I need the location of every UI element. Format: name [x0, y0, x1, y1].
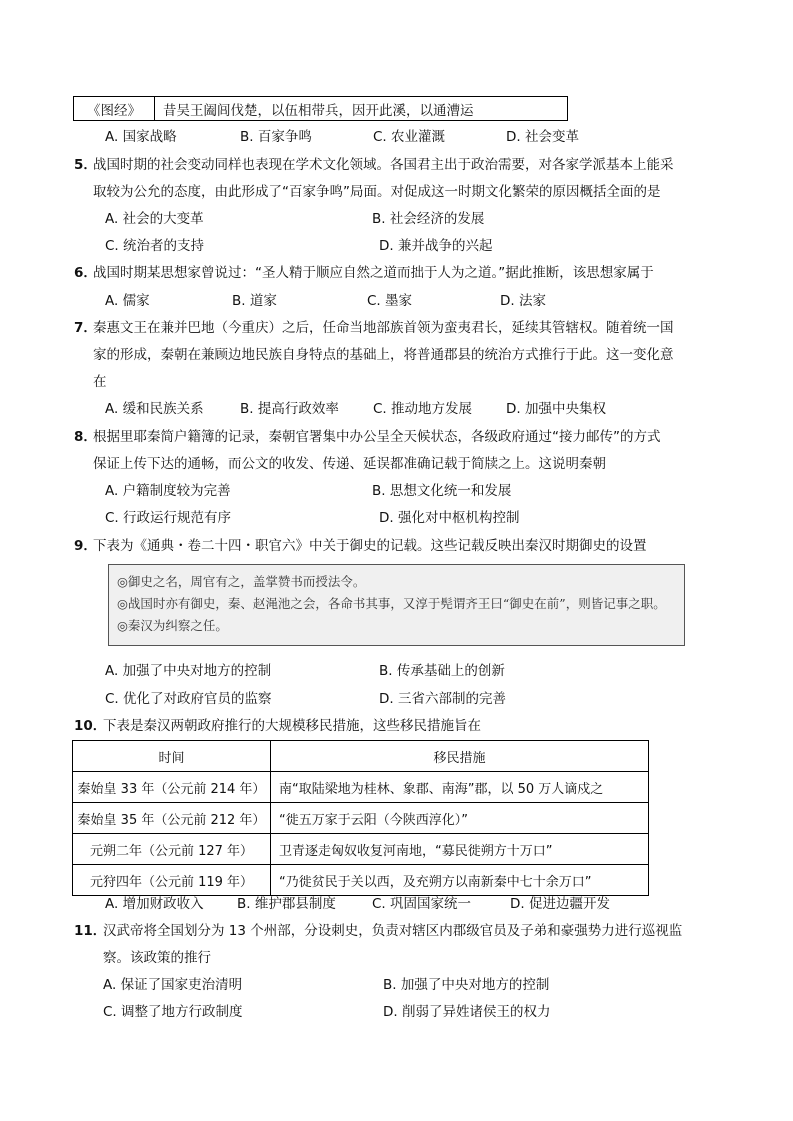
q8-option-c[interactable]: C. 行政运行规范有序: [105, 510, 232, 526]
q6-stem-line1: 战国时期某思想家曾说过：“圣人精于顺应自然之道而拙于人为之道。”据此推断，该思想家属于: [93, 265, 654, 281]
q9-option-d[interactable]: D. 三省六部制的完善: [379, 691, 506, 707]
q5-option-d[interactable]: D. 兼并战争的兴起: [379, 238, 493, 254]
q11-option-b[interactable]: B. 加强了中央对地方的控制: [383, 977, 550, 993]
q7-stem-line1: 秦惠文王在兼并巴地（今重庆）之后，任命当地部族首领为蛮夷君长，延续其管辖权。随着统一国: [93, 320, 674, 336]
q5-option-b[interactable]: B. 社会经济的发展: [372, 211, 485, 227]
header-time: 时间: [73, 741, 271, 772]
source-table: [73, 96, 568, 121]
q5-stem-line2: 取较为公允的态度，由此形成了“百家争鸣”局面。对促成这一时期文化繁荣的原因概括全面的是: [93, 184, 661, 200]
q9-number: 9．: [74, 538, 97, 554]
q4-option-c[interactable]: C. 农业灌溉: [373, 129, 446, 145]
table-row: [73, 803, 649, 834]
row-measure: “徙五万家于云阳（今陕西淳化）”: [271, 803, 649, 834]
q9-quote-box: [108, 564, 685, 646]
q10-option-d[interactable]: D. 促进边疆开发: [510, 896, 610, 912]
q7-option-a[interactable]: A. 缓和民族关系: [105, 401, 204, 417]
q11-stem-line1: 汉武帝将全国划分为 13 个州部，分设刺史，负责对辖区内郡级官员及子弟和豪强势力进行巡视监: [103, 923, 683, 939]
q11-option-c[interactable]: C. 调整了地方行政制度: [103, 1004, 243, 1020]
q6-option-a[interactable]: A. 儒家: [105, 293, 150, 309]
q10-option-b[interactable]: B. 维护郡县制度: [237, 896, 336, 912]
row-measure: “乃徙贫民于关以西，及充朔方以南新秦中七十余万口”: [271, 865, 649, 896]
q7-option-b[interactable]: B. 提高行政效率: [240, 401, 339, 417]
q11-stem-line2: 察。该政策的推行: [103, 950, 211, 966]
q11-option-a[interactable]: A. 保证了国家吏治清明: [103, 977, 243, 993]
source-text-cell: 昔吴王阖闾伐楚，以伍相带兵，因开此溪，以通漕运: [163, 102, 474, 119]
q8-stem-line1: 根据里耶秦简户籍簿的记录，秦朝官署集中办公呈全天候状态，各级政府通过“接力邮传”的方式: [93, 429, 661, 445]
q6-option-c[interactable]: C. 墨家: [367, 293, 413, 309]
q9-option-c[interactable]: C. 优化了对政府官员的监察: [105, 691, 272, 707]
source-cell: 《图经》: [74, 97, 155, 120]
q7-stem-line2: 家的形成，秦朝在兼顾边地民族自身特点的基础上，将普通郡县的统治方式推行于此。这一变化意: [93, 347, 674, 363]
q10-option-c[interactable]: C. 巩固国家统一: [372, 896, 472, 912]
q10-number: 10．: [74, 718, 107, 734]
q9-option-a[interactable]: A. 加强了中央对地方的控制: [105, 663, 272, 679]
q9-quote-3: ◎秦汉为纠察之任。: [117, 618, 228, 633]
q8-number: 8．: [74, 429, 97, 445]
q6-number: 6．: [74, 265, 97, 281]
header-measure: 移民措施: [271, 741, 649, 772]
q11-number: 11．: [74, 923, 107, 939]
row-measure: 卫青逐走匈奴收复河南地，“募民徙朔方十万口”: [271, 834, 649, 865]
q8-option-a[interactable]: A. 户籍制度较为完善: [105, 483, 231, 499]
table-header-row: [73, 741, 649, 772]
q8-stem-line2: 保证上传下达的通畅，而公文的收发、传递、延误都准确记载于简牍之上。这说明秦朝: [93, 456, 606, 472]
q9-option-b[interactable]: B. 传承基础上的创新: [379, 663, 505, 679]
q10-stem-line1: 下表是秦汉两朝政府推行的大规模移民措施，这些移民措施旨在: [103, 718, 481, 734]
table-row: [73, 834, 649, 865]
row-time: 元朔二年（公元前 127 年）: [73, 834, 271, 865]
q4-option-b[interactable]: B. 百家争鸣: [240, 129, 312, 145]
q8-option-b[interactable]: B. 思想文化统一和发展: [372, 483, 512, 499]
row-measure: 南“取陆梁地为桂林、象郡、南海”郡，以 50 万人谪戍之: [271, 772, 649, 803]
row-time: 秦始皇 33 年（公元前 214 年）: [73, 772, 271, 803]
q5-option-c[interactable]: C. 统治者的支持: [105, 238, 205, 254]
q6-option-b[interactable]: B. 道家: [232, 293, 277, 309]
q5-stem-line1: 战国时期的社会变动同样也表现在学术文化领域。各国君主出于政治需要，对各家学派基本上能采: [93, 157, 674, 173]
q9-stem-line1: 下表为《通典・卷二十四・职官六》中关于御史的记载。这些记载反映出秦汉时期御史的设置: [93, 538, 647, 554]
q11-option-d[interactable]: D. 削弱了异姓诸侯王的权力: [383, 1004, 551, 1020]
q4-option-a[interactable]: A. 国家战略: [105, 129, 177, 145]
q5-option-a[interactable]: A. 社会的大变革: [105, 211, 204, 227]
table-row: [73, 865, 649, 896]
row-time: 秦始皇 35 年（公元前 212 年）: [73, 803, 271, 834]
table-row: [73, 772, 649, 803]
q9-quote-2: ◎战国时亦有御史，秦、赵渑池之会，各命书其事，又淳于髡谓齐王曰“御史在前”，则皆记事之职。: [117, 596, 666, 611]
q4-option-d[interactable]: D. 社会变革: [506, 129, 579, 145]
q7-option-d[interactable]: D. 加强中央集权: [506, 401, 606, 417]
migration-table: [72, 740, 649, 896]
q10-option-a[interactable]: A. 增加财政收入: [105, 896, 204, 912]
q8-option-d[interactable]: D. 强化对中枢机构控制: [379, 510, 520, 526]
q5-number: 5．: [74, 157, 97, 173]
q7-option-c[interactable]: C. 推动地方发展: [373, 401, 473, 417]
q7-stem-line3: 在: [93, 374, 107, 390]
q9-quote-1: ◎御史之名，周官有之，盖掌赞书而授法令。: [117, 574, 366, 589]
q6-option-d[interactable]: D. 法家: [500, 293, 546, 309]
q7-number: 7．: [74, 320, 97, 336]
row-time: 元狩四年（公元前 119 年）: [73, 865, 271, 896]
